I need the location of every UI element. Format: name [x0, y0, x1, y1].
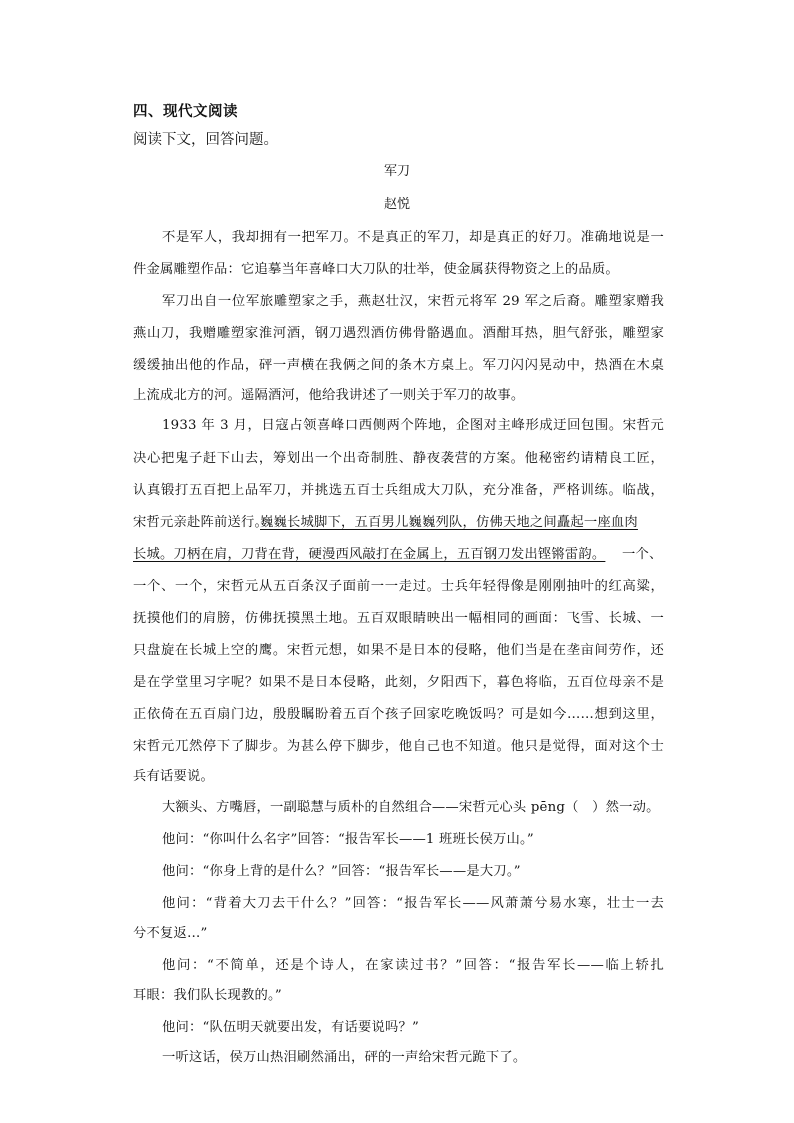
article-author: 赵悦 — [383, 197, 410, 212]
paragraph-line: 宋哲元兀然停下了脚步。为甚么停下脚步，他自己也不知道。他只是觉得，面对这个士 — [133, 739, 664, 754]
paragraph-line: 一个、 — [622, 547, 663, 562]
paragraph-line: 缓缓抽出他的作品，砰一声横在我俩之间的条木方桌上。军刀闪闪晃动中，热酒在木桌 — [133, 358, 664, 373]
dialogue-line: 他问：“不简单，还是个诗人，在家读过书？”回答：“报告军长——临上轿扎 — [162, 958, 664, 973]
dialogue-line: 他问：“你叫什么名字”回答：“报告军长——1 班班长侯万山。” — [162, 832, 534, 847]
article-title: 军刀 — [383, 164, 410, 179]
paragraph-line: 是在学堂里习字呢？如果不是日本侵略，此刻，夕阳西下，暮色将临，五百位母亲不是 — [133, 675, 664, 690]
dialogue-line: 他问：“你身上背的是什么？”回答：“报告军长——是大刀。” — [162, 864, 521, 879]
paragraph-line: 上流成北方的河。遥隔酒河，他给我讲述了一则关于军刀的故事。 — [133, 388, 525, 403]
dialogue-line: 耳眼：我们队长现教的。” — [133, 988, 282, 1003]
paragraph-line: 正依倚在五百扇门边，殷殷瞩盼着五百个孩子回家吃晚饭吗？可是如今……想到这里， — [133, 707, 664, 722]
paragraph-line: 兵有话要说。 — [133, 769, 214, 784]
paragraph-line: 件金属雕塑作品：它追摹当年喜峰口大刀队的壮举，使金属获得物资之上的品质。 — [133, 262, 619, 277]
underlined-sentence: 长城。刀柄在肩，刀背在背，硬漫西风敲打在金属上，五百钢刀发出铿锵雷韵。 — [133, 547, 606, 562]
paragraph-line: 不是军人，我却拥有一把军刀。不是真正的军刀，却是真正的好刀。准确地说是一 — [162, 230, 664, 245]
paragraph-line: 宋哲元亲赴阵前送行。 — [133, 515, 268, 530]
paragraph-line: 认真锻打五百把上品军刀，并挑选五百士兵组成大刀队，充分准备，严格训练。临战， — [133, 483, 664, 498]
paragraph-line: 一听这话，侯万山热泪刷然涌出，砰的一声给宋哲元跪下了。 — [162, 1050, 527, 1065]
dialogue-line: 他问：“队伍明天就要出发，有话要说吗？” — [162, 1020, 419, 1035]
paragraph-line: 军刀出自一位军旅雕塑家之手，燕赵壮汉，宋哲元将军 29 军之后裔。雕塑家赠我 — [162, 294, 664, 309]
paragraph-line: 只盘旋在长城上空的鹰。宋哲元想，如果不是日本的侵略，他们当是在垄亩间劳作，还 — [133, 643, 664, 658]
dialogue-line: 兮不复返…” — [133, 926, 208, 941]
underlined-sentence: 巍巍长城脚下，五百男儿巍巍列队，仿佛天地之间矗起一座血肉 — [260, 515, 638, 530]
paragraph-line: 1933 年 3 月，日寇占领喜峰口西侧两个阵地，企图对主峰形成迂回包围。宋哲元 — [162, 418, 664, 433]
section-heading: 四、现代文阅读 — [133, 104, 238, 120]
paragraph-line: 燕山刀，我赠雕塑家淮河酒，钢刀遇烈酒仿佛骨骼遇血。酒酣耳热，胆气舒张，雕塑家 — [133, 326, 664, 341]
paragraph-line: 抚摸他们的肩膀，仿佛抚摸黑土地。五百双眼睛映出一幅相同的画面：飞雪、长城、一 — [133, 611, 664, 626]
reading-instruction: 阅读下文，回答问题。 — [133, 132, 278, 148]
dialogue-line: 他问：“背着大刀去干什么？”回答：“报告军长——风萧萧兮易水寒，壮士一去 — [162, 896, 664, 911]
paragraph-line: 一个、一个，宋哲元从五百条汉子面前一一走过。士兵年轻得像是刚刚抽叶的红高粱， — [133, 579, 664, 594]
paragraph-line: 大额头、方嘴唇，一副聪慧与质朴的自然组合——宋哲元心头 pēng（ ）然一动。 — [162, 800, 660, 815]
paragraph-line: 决心把鬼子赶下山去，筹划出一个出奇制胜、静夜袭营的方案。他秘密约请精良工匠， — [133, 451, 664, 466]
